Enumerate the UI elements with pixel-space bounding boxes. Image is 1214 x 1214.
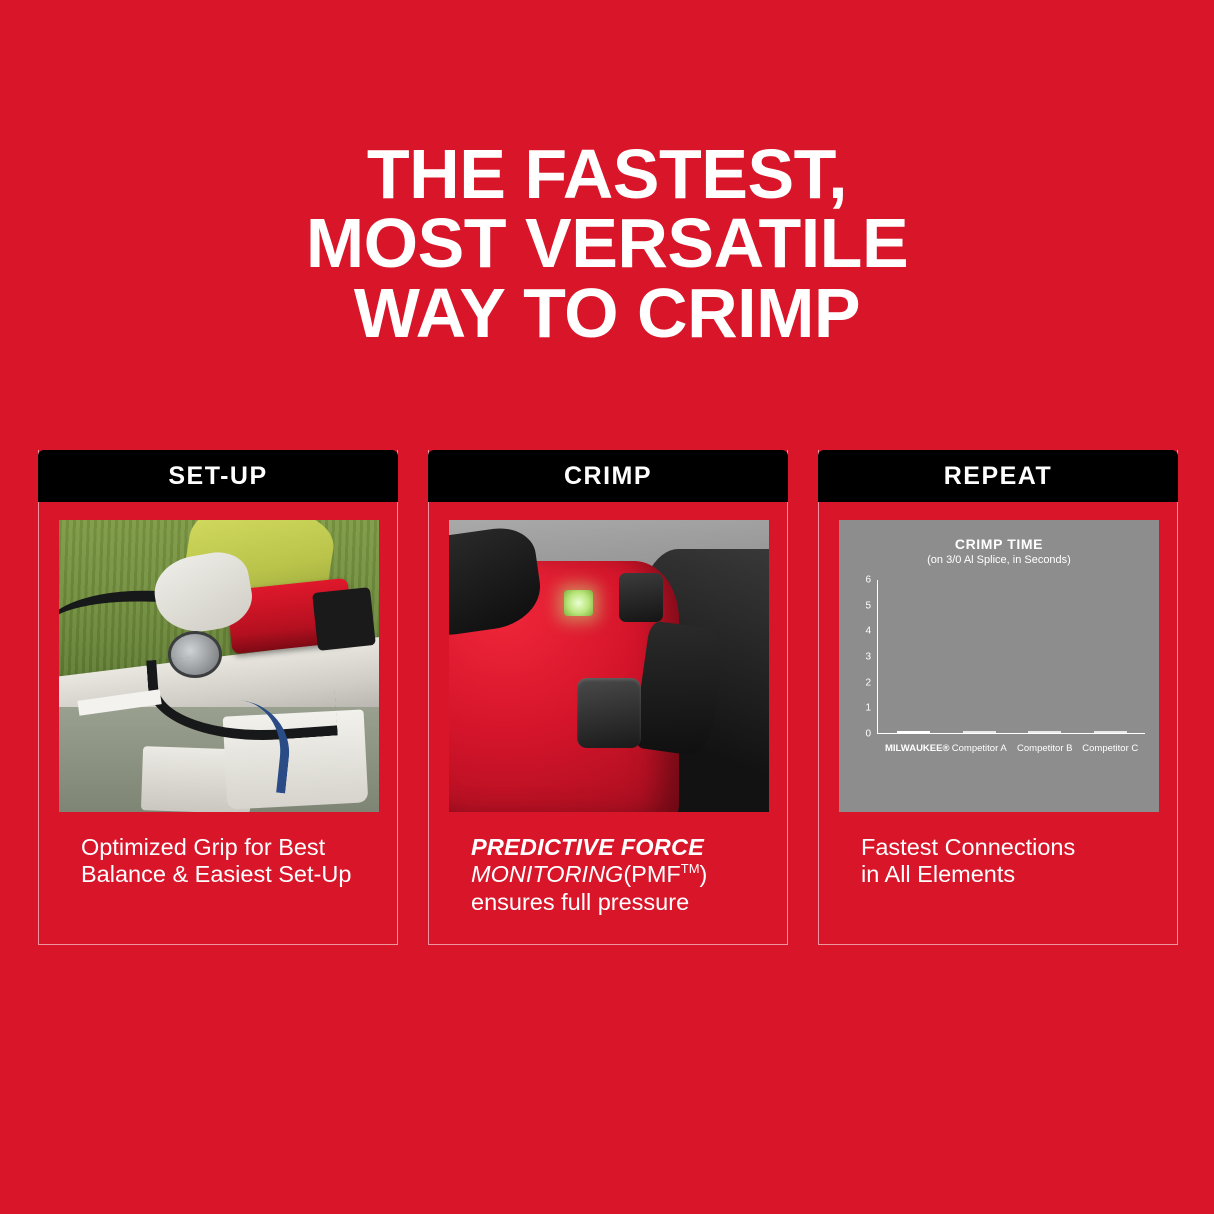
card-body-set-up	[39, 502, 397, 889]
chart-x-labels	[881, 743, 1143, 754]
headline-line-1: THE FASTEST,	[366, 135, 848, 213]
tool-mode-button	[619, 573, 664, 623]
card-repeat	[818, 450, 1178, 945]
card-header-set-up	[38, 450, 398, 502]
caption-set-up-line-2: Balance & Easiest Set-Up	[81, 861, 352, 888]
headline-line-3: WAY TO CRIMP	[353, 273, 861, 352]
tool-trigger-button	[577, 678, 641, 748]
card-title-crimp: CRIMP	[563, 461, 653, 490]
caption-crimp-tm: TM	[680, 861, 700, 877]
caption-crimp-paren: (PMF	[623, 861, 681, 888]
caption-repeat	[861, 834, 1135, 889]
caption-set-up-line-1: Optimized Grip for Best	[81, 834, 326, 860]
photo-crimp	[449, 520, 769, 812]
crimper-tool-battery	[312, 587, 375, 651]
card-body-crimp	[429, 502, 787, 916]
card-header-repeat	[818, 450, 1178, 502]
card-set-up	[38, 450, 398, 945]
caption-crimp-strong: PREDICTIVE FORCE	[471, 834, 705, 860]
caption-set-up	[81, 834, 355, 889]
chart-bar-column	[885, 731, 943, 733]
chart-bar-competitor-b	[1028, 731, 1061, 733]
card-title-set-up: SET-UP	[168, 461, 268, 490]
card-body-repeat	[819, 502, 1177, 889]
feature-cards	[38, 450, 1178, 945]
chart-bar-column	[1081, 731, 1139, 733]
y-tick-0: 0	[865, 728, 871, 740]
chart-y-axis	[853, 574, 877, 740]
chart-panel	[839, 520, 1159, 812]
chart-bar-column	[950, 731, 1008, 733]
chart-bar-column	[1016, 731, 1074, 733]
x-label-competitor-b: Competitor B	[1017, 743, 1073, 754]
caption-crimp-italic: MONITORING	[471, 861, 624, 888]
caption-crimp	[471, 834, 745, 916]
chart-bar-competitor-a	[963, 731, 996, 733]
caption-crimp-line-3: ensures full pressure	[471, 888, 690, 915]
x-label-competitor-c: Competitor C	[1082, 743, 1139, 754]
headline-line-2: MOST VERSATILE	[305, 204, 909, 283]
photo-set-up	[59, 520, 379, 812]
card-crimp	[428, 450, 788, 945]
caption-crimp-paren-close: )	[699, 861, 708, 888]
chart-subtitle: (on 3/0 Al Splice, in Seconds)	[927, 554, 1071, 566]
y-tick-2: 2	[865, 677, 871, 689]
caption-crimp-line-2	[471, 861, 745, 888]
y-tick-1: 1	[865, 702, 871, 714]
chart-bar-competitor-c	[1094, 731, 1127, 733]
card-title-repeat: REPEAT	[943, 461, 1053, 490]
chart-axis-line-horizontal	[877, 733, 1145, 734]
card-header-crimp	[428, 450, 788, 502]
caption-repeat-line-1: Fastest Connections	[861, 834, 1076, 860]
chart-bar-milwaukee	[897, 731, 930, 733]
x-label-competitor-a: Competitor A	[951, 743, 1007, 754]
status-led-icon	[564, 590, 593, 616]
y-tick-5: 5	[865, 600, 871, 612]
crimp-time-chart	[839, 520, 1159, 812]
y-tick-6: 6	[865, 574, 871, 586]
y-tick-3: 3	[865, 651, 871, 663]
page-title	[0, 135, 1214, 352]
y-tick-4: 4	[865, 625, 871, 637]
chart-title: CRIMP TIME	[954, 536, 1044, 552]
chart-plot-area	[853, 574, 1145, 756]
caption-repeat-line-2: in All Elements	[861, 861, 1016, 888]
chart-bars	[881, 580, 1143, 733]
chart-axis-line-vertical	[877, 580, 878, 734]
x-label-milwaukee: MILWAUKEE®	[884, 743, 950, 754]
